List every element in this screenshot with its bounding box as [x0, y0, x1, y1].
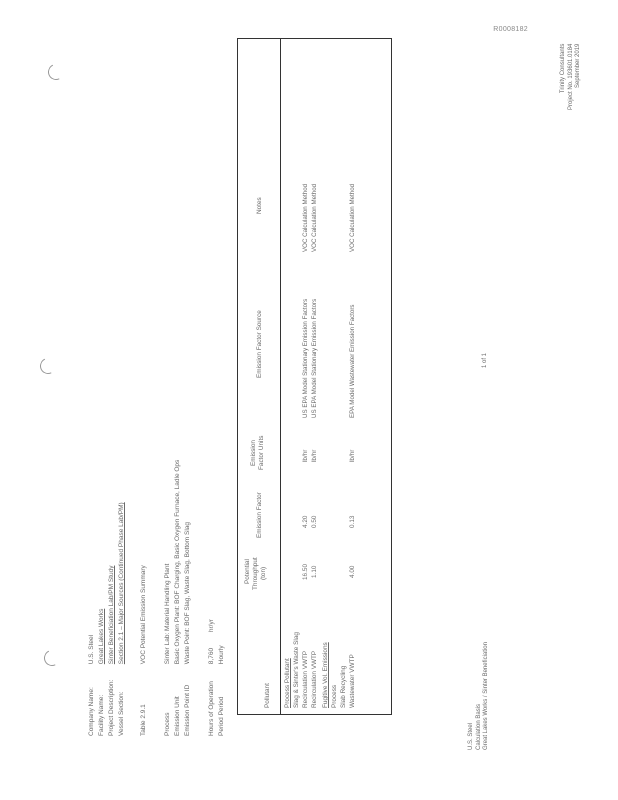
hours-row: Hours of Operation 8,760 hr/yr [208, 619, 215, 736]
table-row-pollutant: Fugitive Vol. Emissions [322, 642, 329, 708]
vessel-section-row: Vessel Section: Section 2.1 – Major Sources (Continued Phase Lab/PM) [118, 502, 125, 736]
footer-left: U.S. Steel Calculation Basis Great Lakes Works / Sinter Beneficiation [468, 642, 489, 750]
emission-unit-row: Emission Unit Basic Oxygen Plant: BOF Charging, Basic Oxygen Furnace, Ladle Ops [174, 459, 181, 736]
emission-table [237, 38, 392, 715]
table-row-source: US EPA Model Stationary Emission Factors [302, 298, 309, 418]
table-row-notes: VOC Calculation Method [302, 183, 309, 252]
col-header-notes: Notes [256, 197, 263, 214]
col-header-potential-2: Throughput [252, 557, 259, 590]
table-row-pollutant: Recirculation VWTP [311, 650, 318, 708]
period-row: Period Period Hourly [218, 645, 225, 736]
table-row-potential: 1.10 [311, 565, 318, 578]
table-row-source: EPA Model Wastewater Emission Factors [349, 304, 356, 418]
col-header-ef-units-1: Emission [250, 440, 257, 466]
table-row-pollutant: Wastewater VWTP [349, 654, 356, 708]
page-number: 1 of 1 [482, 352, 488, 368]
project-description-row: Project Description: Sinter Beneficiation Lab/PM Study [108, 565, 115, 736]
table-row-pollutant: Slab Recycling [340, 665, 347, 708]
table-row-source: US EPA Model Stationary Emission Factors [311, 298, 318, 418]
table-row-pollutant: Process Pollutant [284, 658, 291, 708]
table-label: Table 2.9.1 [140, 704, 147, 736]
table-row-units: lb/hr [302, 449, 309, 462]
emission-point-row: Emission Point ID Waste Point: BOF Slag, Waste Slag, Bottom Slag [184, 521, 191, 736]
col-header-ef-source: Emission Factor Source [256, 310, 263, 378]
facility-name-row: Facility Name: Great Lakes Works [98, 608, 105, 736]
table-row-units: lb/hr [311, 449, 318, 462]
table-title-row [140, 565, 147, 736]
process-row: Process Sinter Lab: Material Handling Plant [164, 563, 171, 736]
table-row-ef: 0.50 [311, 515, 318, 528]
table-row-notes: VOC Calculation Method [349, 183, 356, 252]
col-header-potential-3: (ton) [260, 566, 267, 580]
table-row-pollutant: Recirculation VWTP [302, 650, 309, 708]
company-name-row: Company Name: U.S. Steel [88, 634, 95, 736]
table-row-pollutant: Slag & Sinter's Waste Slag [293, 632, 300, 708]
table-row-ef: 4.20 [302, 515, 309, 528]
table-row-units: lb/hr [349, 449, 356, 462]
footer-right: Trinity Consultants Project No. 193601.0184 September 2019 [560, 43, 581, 110]
table-title: VOC Potential Emission Summary [140, 565, 147, 665]
table-row-potential: 16.50 [302, 564, 309, 580]
document-id: R0008182 [493, 26, 528, 33]
col-header-emission-factor: Emission Factor [256, 492, 263, 538]
table-row-pollutant: Process [331, 684, 338, 708]
table-row-notes: VOC Calculation Method [311, 183, 318, 252]
col-header-potential-1: Potential [244, 559, 251, 584]
col-header-pollutant: Pollutant [264, 683, 271, 708]
table-row-potential: 4.00 [349, 565, 356, 578]
col-header-ef-units-2: Factor Units [258, 435, 265, 470]
table-header-divider [280, 39, 281, 714]
table-row-ef: 0.13 [349, 515, 356, 528]
